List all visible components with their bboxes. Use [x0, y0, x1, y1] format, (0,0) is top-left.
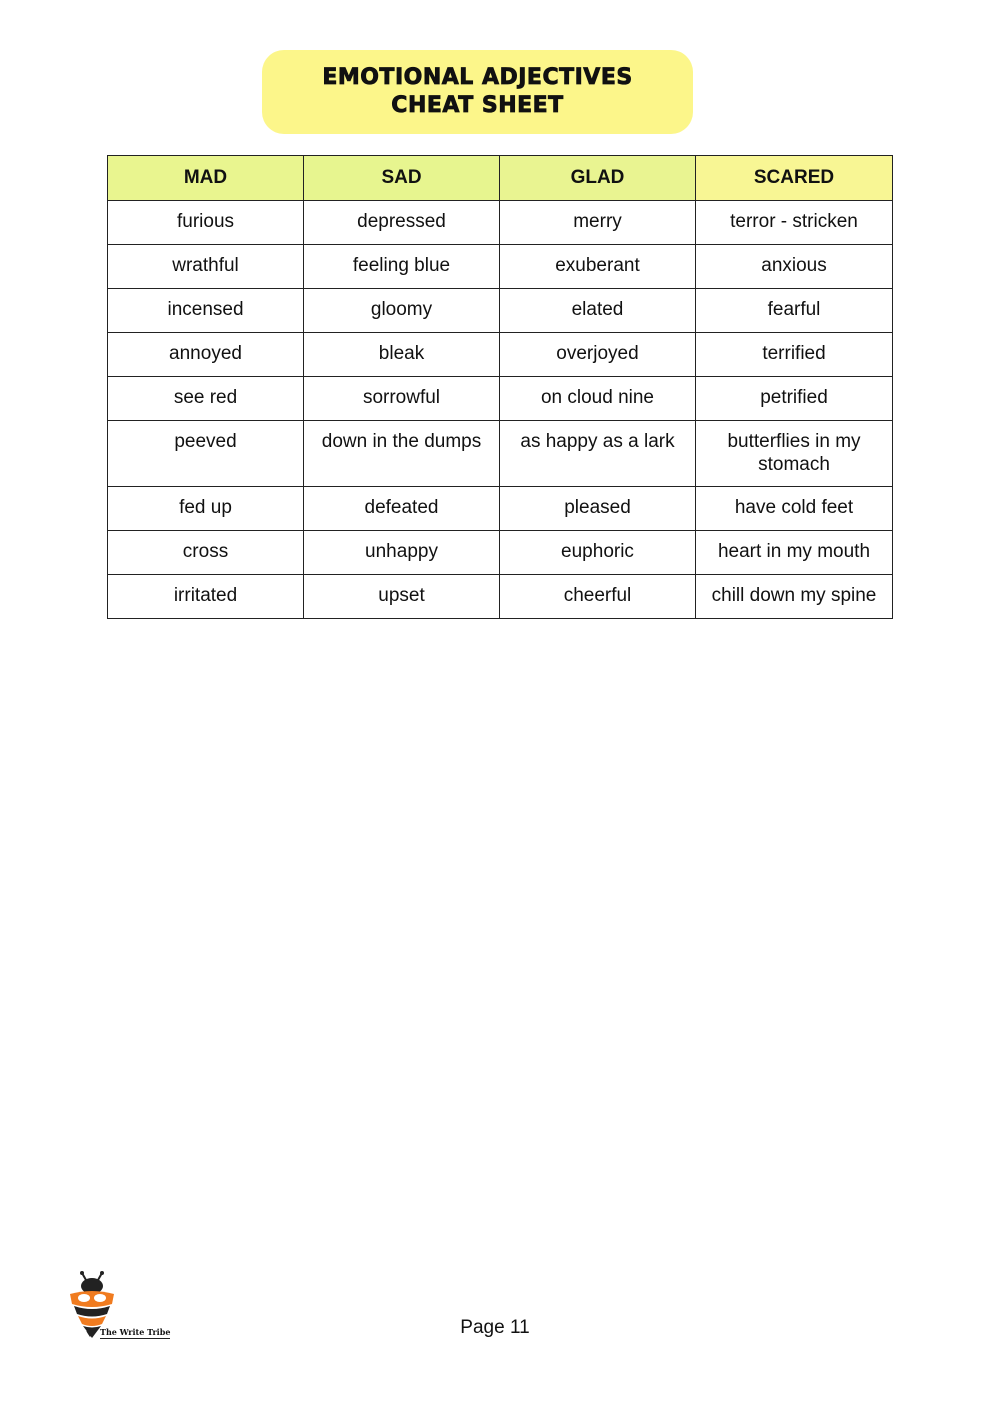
table-cell: fed up [108, 487, 304, 531]
table-cell: upset [304, 575, 500, 619]
title-line-1: EMOTIONAL ADJECTIVES [322, 65, 633, 90]
column-header-scared: SCARED [696, 156, 893, 201]
table-cell: butterflies in my stomach [696, 421, 893, 487]
table-cell: exuberant [500, 245, 696, 289]
logo-text: The Write Tribe [100, 1327, 171, 1337]
table-cell: terrified [696, 333, 893, 377]
table-cell: merry [500, 201, 696, 245]
table-row [108, 421, 893, 487]
table-row [108, 333, 893, 377]
table-cell: unhappy [304, 531, 500, 575]
page-number: Page 11 [460, 1317, 530, 1338]
table-cell: sorrowful [304, 377, 500, 421]
table-row [108, 245, 893, 289]
adjectives-table [107, 155, 893, 619]
table-cell: chill down my spine [696, 575, 893, 619]
table-cell: terror - stricken [696, 201, 893, 245]
table-row [108, 289, 893, 333]
table-cell: irritated [108, 575, 304, 619]
table-cell: overjoyed [500, 333, 696, 377]
table-cell: have cold feet [696, 487, 893, 531]
table-cell: wrathful [108, 245, 304, 289]
column-header-glad: GLAD [500, 156, 696, 201]
table-cell: heart in my mouth [696, 531, 893, 575]
table-cell: elated [500, 289, 696, 333]
table-row [108, 531, 893, 575]
table-cell: euphoric [500, 531, 696, 575]
write-tribe-logo [62, 1270, 182, 1350]
table-cell: as happy as a lark [500, 421, 696, 487]
table-cell: on cloud nine [500, 377, 696, 421]
table-header-row [108, 156, 893, 201]
title-banner [262, 50, 693, 134]
table-cell: down in the dumps [304, 421, 500, 487]
table-cell: gloomy [304, 289, 500, 333]
table-cell: defeated [304, 487, 500, 531]
table-row [108, 487, 893, 531]
table-cell: petrified [696, 377, 893, 421]
table-cell: cross [108, 531, 304, 575]
table-cell: pleased [500, 487, 696, 531]
table-row [108, 575, 893, 619]
table-cell: peeved [108, 421, 304, 487]
table-cell: depressed [304, 201, 500, 245]
table-cell: incensed [108, 289, 304, 333]
table-cell: cheerful [500, 575, 696, 619]
table-row [108, 377, 893, 421]
table-cell: see red [108, 377, 304, 421]
title-line-2: CHEAT SHEET [391, 93, 564, 118]
table-cell: feeling blue [304, 245, 500, 289]
table-cell: anxious [696, 245, 893, 289]
table-cell: furious [108, 201, 304, 245]
table-row [108, 201, 893, 245]
column-header-mad: MAD [108, 156, 304, 201]
column-header-sad: SAD [304, 156, 500, 201]
table-cell: annoyed [108, 333, 304, 377]
table-cell: bleak [304, 333, 500, 377]
table-cell: fearful [696, 289, 893, 333]
